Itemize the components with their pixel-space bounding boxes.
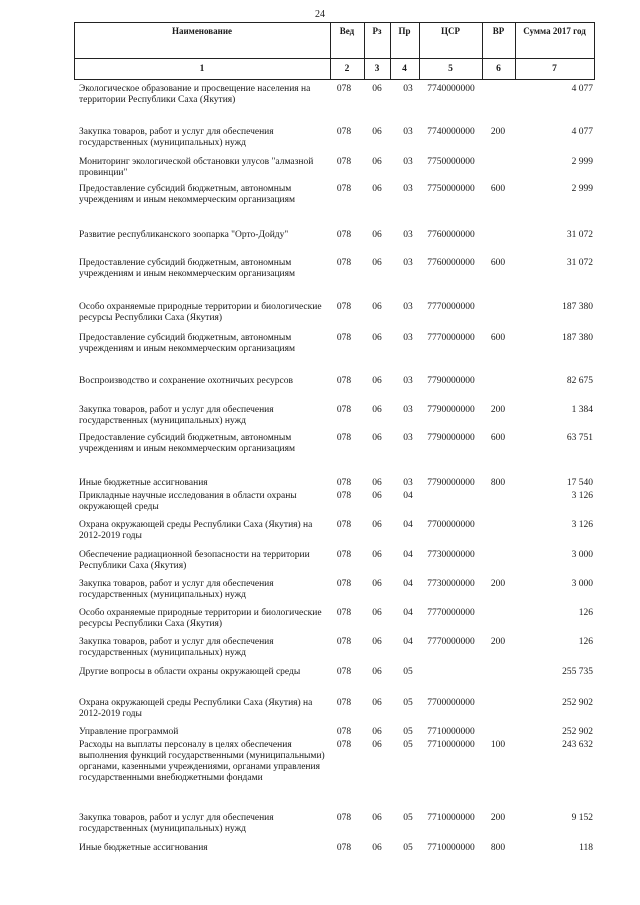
- cell-vr: 200: [490, 813, 506, 823]
- cell-pr: 05: [403, 727, 413, 737]
- cell-vr: 200: [490, 637, 506, 647]
- cell-sum: 9 152: [571, 813, 593, 823]
- cell-sum: 3 126: [571, 520, 593, 530]
- cell-sum: 3 126: [571, 491, 593, 501]
- cell-ved: 078: [336, 230, 352, 240]
- cell-rz: 06: [372, 727, 382, 737]
- cell-csr: 7750000000: [427, 184, 475, 194]
- cell-rz: 06: [372, 491, 382, 501]
- cell-name: Расходы на выплаты персоналу в целях обеспечения выполнения функций государственными (муниципальными) органами, казенными учреждениями, органами управления государственными внебюджетными фондами: [79, 740, 325, 783]
- page-number: 24: [315, 9, 325, 20]
- cell-vr: 600: [490, 258, 506, 268]
- cell-rz: 06: [372, 550, 382, 560]
- cell-rz: 06: [372, 405, 382, 415]
- cell-name: Прикладные научные исследования в области охраны окружающей среды: [79, 491, 297, 512]
- cell-csr: 7740000000: [427, 127, 475, 137]
- cell-ved: 078: [336, 84, 352, 94]
- column-number: 3: [374, 64, 380, 74]
- cell-sum: 31 072: [566, 258, 593, 268]
- cell-rz: 06: [372, 157, 382, 167]
- cell-name: Охрана окружающей среды Республики Саха (Якутия) на 2012-2019 годы: [79, 698, 313, 719]
- cell-csr: 7700000000: [427, 698, 475, 708]
- cell-sum: 2 999: [571, 184, 593, 194]
- cell-vr: 200: [490, 579, 506, 589]
- cell-rz: 06: [372, 127, 382, 137]
- cell-pr: 03: [403, 478, 413, 488]
- cell-rz: 06: [372, 843, 382, 853]
- cell-name: Охрана окружающей среды Республики Саха (Якутия) на 2012-2019 годы: [79, 520, 313, 541]
- cell-sum: 3 000: [571, 550, 593, 560]
- cell-name: Обеспечение радиационной безопасности на территории Республики Саха (Якутия): [79, 550, 310, 571]
- cell-rz: 06: [372, 478, 382, 488]
- cell-csr: 7770000000: [427, 333, 475, 343]
- cell-name: Другие вопросы в области охраны окружающей среды: [79, 667, 301, 677]
- cell-ved: 078: [336, 667, 352, 677]
- cell-ved: 078: [336, 698, 352, 708]
- cell-rz: 06: [372, 579, 382, 589]
- cell-csr: 7790000000: [427, 433, 475, 443]
- cell-pr: 03: [403, 333, 413, 343]
- cell-vr: 200: [490, 127, 506, 137]
- cell-sum: 1 384: [571, 405, 593, 415]
- column-number: 4: [402, 64, 407, 74]
- cell-sum: 126: [578, 637, 593, 647]
- cell-rz: 06: [372, 608, 382, 618]
- cell-pr: 04: [403, 520, 413, 530]
- cell-pr: 03: [403, 302, 413, 312]
- cell-rz: 06: [372, 740, 382, 750]
- cell-csr: 7730000000: [427, 550, 475, 560]
- cell-name: Закупка товаров, работ и услуг для обеспечения государственных (муниципальных) нужд: [79, 579, 274, 600]
- cell-pr: 05: [403, 813, 413, 823]
- cell-pr: 04: [403, 637, 413, 647]
- column-number: 1: [199, 64, 205, 74]
- cell-pr: 03: [403, 127, 413, 137]
- cell-csr: 7750000000: [427, 157, 475, 167]
- cell-ved: 078: [336, 491, 352, 501]
- cell-ved: 078: [336, 550, 352, 560]
- cell-rz: 06: [372, 433, 382, 443]
- cell-sum: 187 380: [562, 302, 593, 312]
- cell-name: Предоставление субсидий бюджетным, автономным учреждениям и иным некоммерческим организациям: [79, 258, 296, 279]
- cell-ved: 078: [336, 608, 352, 618]
- column-header-csr: ЦСР: [441, 26, 460, 36]
- cell-rz: 06: [372, 184, 382, 194]
- cell-pr: 04: [403, 579, 413, 589]
- column-header-vr: ВР: [492, 26, 505, 36]
- cell-sum: 4 077: [571, 127, 593, 137]
- cell-ved: 078: [336, 376, 352, 386]
- cell-rz: 06: [372, 376, 382, 386]
- cell-pr: 04: [403, 550, 413, 560]
- cell-rz: 06: [372, 84, 382, 94]
- cell-sum: 187 380: [562, 333, 593, 343]
- cell-rz: 06: [372, 667, 382, 677]
- cell-ved: 078: [336, 843, 352, 853]
- cell-sum: 118: [579, 843, 593, 853]
- cell-name: Особо охраняемые природные территории и биологические ресурсы Республики Саха (Якутия): [79, 302, 322, 323]
- cell-pr: 05: [403, 667, 413, 677]
- cell-pr: 04: [403, 608, 413, 618]
- cell-csr: 7730000000: [427, 579, 475, 589]
- cell-sum: 126: [578, 608, 593, 618]
- cell-pr: 03: [403, 405, 413, 415]
- cell-sum: 63 751: [566, 433, 593, 443]
- cell-name: Иные бюджетные ассигнования: [79, 478, 208, 488]
- cell-sum: 255 735: [562, 667, 593, 677]
- cell-sum: 4 077: [571, 84, 593, 94]
- cell-pr: 03: [403, 258, 413, 268]
- cell-csr: 7710000000: [427, 727, 475, 737]
- cell-sum: 252 902: [562, 698, 593, 708]
- cell-ved: 078: [336, 727, 352, 737]
- cell-name: Экологическое образование и просвещение населения на территории Республики Саха (Якутия): [79, 84, 311, 105]
- column-number: 6: [496, 64, 501, 74]
- column-header-name: Наименование: [172, 26, 232, 36]
- column-header-pr: Пр: [398, 26, 411, 36]
- cell-name: Особо охраняемые природные территории и биологические ресурсы Республики Саха (Якутия): [79, 608, 322, 629]
- cell-vr: 800: [490, 843, 506, 853]
- cell-csr: 7790000000: [427, 478, 475, 488]
- cell-name: Закупка товаров, работ и услуг для обеспечения государственных (муниципальных) нужд: [79, 127, 274, 148]
- cell-sum: 3 000: [571, 579, 593, 589]
- cell-ved: 078: [336, 127, 352, 137]
- cell-name: Управление программой: [79, 727, 179, 737]
- cell-ved: 078: [336, 405, 352, 415]
- cell-name: Предоставление субсидий бюджетным, автономным учреждениям и иным некоммерческим организациям: [79, 433, 296, 454]
- cell-pr: 05: [403, 698, 413, 708]
- cell-csr: 7770000000: [427, 302, 475, 312]
- cell-sum: 2 999: [571, 157, 593, 167]
- cell-ved: 078: [336, 258, 352, 268]
- cell-ved: 078: [336, 157, 352, 167]
- cell-pr: 03: [403, 433, 413, 443]
- cell-sum: 17 540: [566, 478, 593, 488]
- column-number: 2: [344, 64, 350, 74]
- column-header-ved: Вед: [339, 26, 355, 36]
- cell-pr: 03: [403, 157, 413, 167]
- cell-csr: 7710000000: [427, 843, 475, 853]
- cell-pr: 04: [403, 491, 413, 501]
- cell-pr: 05: [403, 740, 413, 750]
- cell-csr: 7710000000: [427, 813, 475, 823]
- cell-pr: 03: [403, 230, 413, 240]
- cell-rz: 06: [372, 258, 382, 268]
- cell-name: Иные бюджетные ассигнования: [79, 843, 208, 853]
- cell-ved: 078: [336, 579, 352, 589]
- cell-csr: 7760000000: [427, 230, 475, 240]
- cell-name: Развитие республиканского зоопарка "Орто-Дойду": [79, 230, 289, 240]
- cell-ved: 078: [336, 184, 352, 194]
- cell-ved: 078: [336, 302, 352, 312]
- cell-name: Закупка товаров, работ и услуг для обеспечения государственных (муниципальных) нужд: [79, 637, 274, 658]
- cell-name: Предоставление субсидий бюджетным, автономным учреждениям и иным некоммерческим организациям: [79, 184, 296, 205]
- cell-rz: 06: [372, 302, 382, 312]
- cell-vr: 100: [490, 740, 506, 750]
- cell-pr: 03: [403, 84, 413, 94]
- cell-sum: 252 902: [562, 727, 593, 737]
- cell-ved: 078: [336, 813, 352, 823]
- cell-name: Закупка товаров, работ и услуг для обеспечения государственных (муниципальных) нужд: [79, 405, 274, 426]
- cell-name: Мониторинг экологической обстановки улусов "алмазной провинции": [79, 157, 314, 178]
- cell-rz: 06: [372, 520, 382, 530]
- cell-rz: 06: [372, 637, 382, 647]
- cell-ved: 078: [336, 333, 352, 343]
- cell-vr: 800: [490, 478, 506, 488]
- cell-ved: 078: [336, 478, 352, 488]
- cell-csr: 7790000000: [427, 405, 475, 415]
- cell-name: Воспроизводство и сохранение охотничьих ресурсов: [79, 376, 293, 386]
- cell-sum: 243 632: [562, 740, 593, 750]
- cell-rz: 06: [372, 813, 382, 823]
- cell-ved: 078: [336, 520, 352, 530]
- cell-rz: 06: [372, 698, 382, 708]
- cell-ved: 078: [336, 637, 352, 647]
- cell-csr: 7790000000: [427, 376, 475, 386]
- cell-name: Предоставление субсидий бюджетным, автономным учреждениям и иным некоммерческим организациям: [79, 333, 296, 354]
- cell-csr: 7710000000: [427, 740, 475, 750]
- cell-pr: 03: [403, 184, 413, 194]
- cell-csr: 7760000000: [427, 258, 475, 268]
- cell-rz: 06: [372, 333, 382, 343]
- cell-csr: 7770000000: [427, 637, 475, 647]
- cell-sum: 31 072: [566, 230, 593, 240]
- cell-ved: 078: [336, 433, 352, 443]
- cell-csr: 7770000000: [427, 608, 475, 618]
- cell-ved: 078: [336, 740, 352, 750]
- cell-csr: 7700000000: [427, 520, 475, 530]
- cell-vr: 600: [490, 333, 506, 343]
- column-number: 5: [448, 64, 453, 74]
- cell-csr: 7740000000: [427, 84, 475, 94]
- cell-vr: 600: [490, 184, 506, 194]
- cell-vr: 200: [490, 405, 506, 415]
- column-number: 7: [552, 64, 557, 74]
- column-header-sum: Сумма 2017 год: [523, 26, 586, 36]
- cell-pr: 05: [403, 843, 413, 853]
- cell-rz: 06: [372, 230, 382, 240]
- cell-pr: 03: [403, 376, 413, 386]
- column-header-rz: Рз: [372, 26, 382, 36]
- cell-sum: 82 675: [566, 376, 593, 386]
- cell-vr: 600: [490, 433, 506, 443]
- cell-name: Закупка товаров, работ и услуг для обеспечения государственных (муниципальных) нужд: [79, 813, 274, 834]
